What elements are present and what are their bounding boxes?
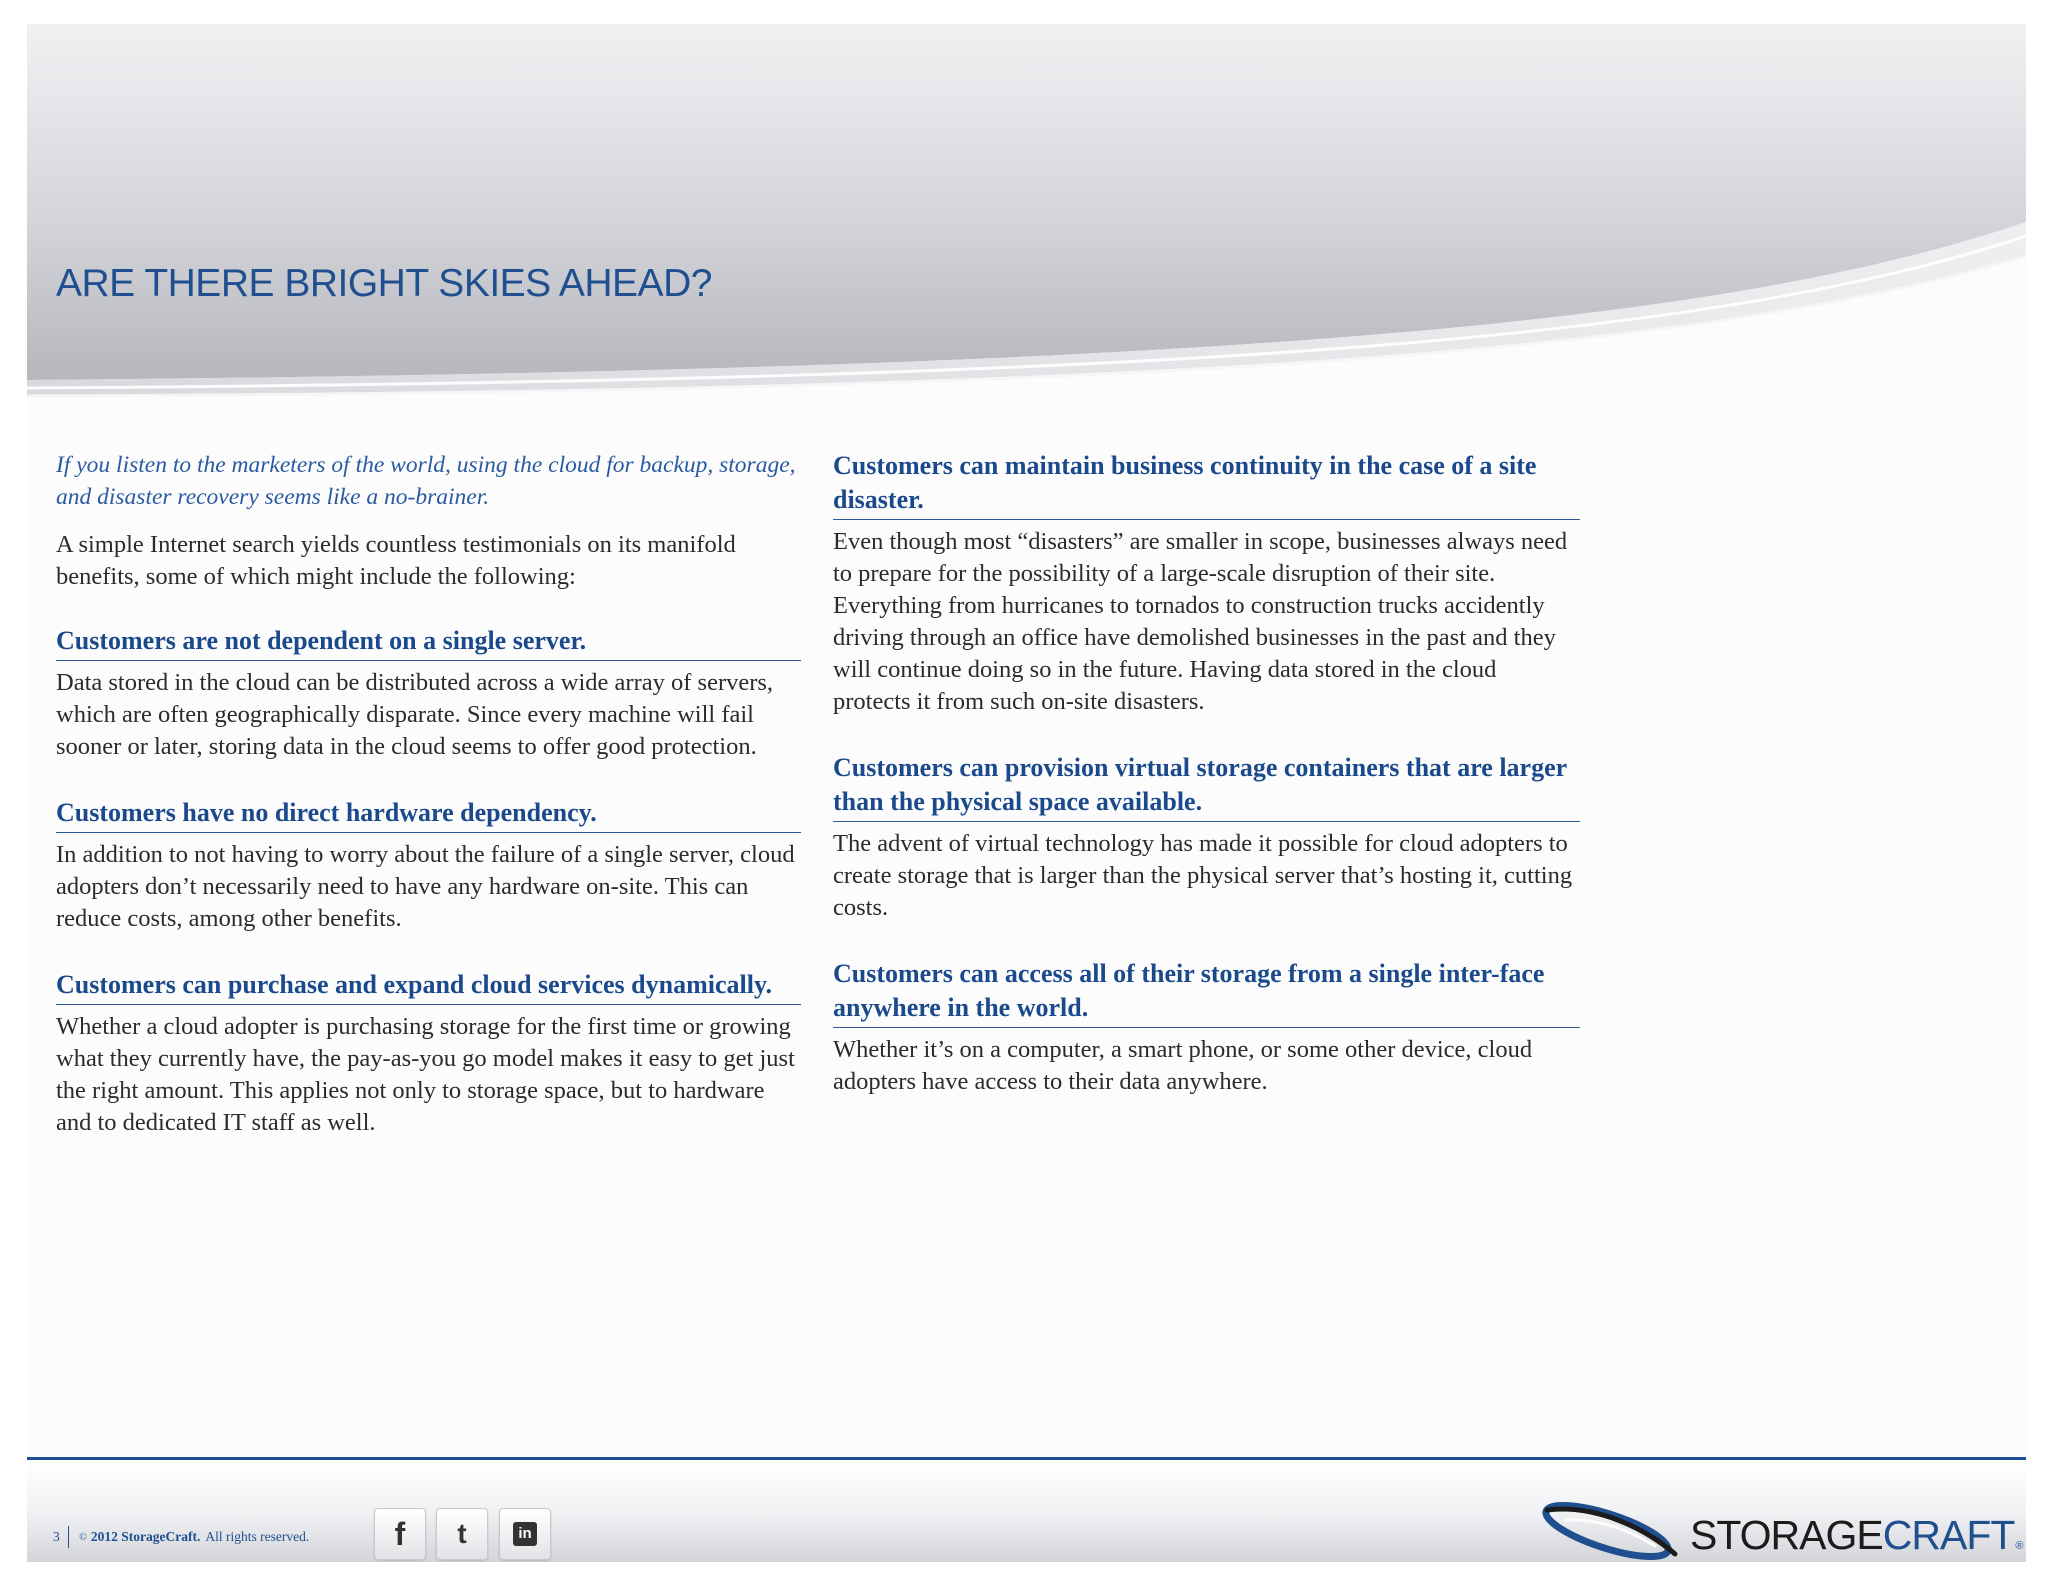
footer-copyright	[53, 1526, 309, 1548]
copyright-symbol: ©	[79, 1531, 87, 1543]
page-title: ARE THERE BRIGHT SKIES AHEAD?	[56, 262, 712, 305]
section-heading: Customers can maintain business continuity in the case of a site disaster.	[833, 449, 1580, 520]
storagecraft-logo	[1535, 1498, 2023, 1562]
header-banner	[27, 24, 2026, 404]
copyright-company: 2012 StorageCraft.	[90, 1529, 201, 1544]
benefit-section	[56, 624, 801, 763]
section-body: Whether a cloud adopter is purchasing storage for the first time or growing what they currently have, the pay-as-you go model makes it easy to get just the right amount. This applies not only to storage space, but to hardware and to dedicated IT staff as well.	[56, 1013, 795, 1136]
logo-swoosh-icon	[1535, 1498, 1685, 1562]
twitter-icon: t	[457, 1518, 467, 1549]
page-number: 3	[53, 1529, 60, 1544]
lead-paragraph: A simple Internet search yields countless testimonials on its manifold benefits, some of which might include the following:	[56, 531, 736, 590]
document-page	[27, 24, 2026, 1562]
copyright-rights: All rights reserved.	[205, 1529, 310, 1544]
section-body: Data stored in the cloud can be distributed across a wide array of servers, which are often geographically disparate. Since every machine will fail sooner or later, storing data in the cloud seems to offer good protection.	[56, 669, 774, 760]
logo-wordmark	[1690, 1512, 2023, 1559]
facebook-button[interactable]	[374, 1508, 426, 1560]
section-heading: Customers can provision virtual storage containers that are larger than the physical space available.	[833, 751, 1580, 822]
linkedin-button[interactable]	[499, 1508, 551, 1560]
benefit-section	[56, 968, 801, 1139]
section-heading: Customers are not dependent on a single server.	[56, 624, 801, 661]
logo-text-craft: CRAFT	[1882, 1512, 2015, 1558]
benefit-section	[833, 449, 1580, 718]
footer-separator	[68, 1526, 70, 1548]
section-body: Even though most “disasters” are smaller in scope, businesses always need to prepare for the possibility of a large-scale disruption of their site. Everything from hurricanes to tornados to construction trucks accidently driving through an office have demolished businesses in the past and they will continue doing so in the future. Having data stored in the cloud protects it from such on-site disasters.	[833, 528, 1568, 715]
intro-text: If you listen to the marketers of the world, using the cloud for backup, storage, and disaster recovery seems like a no-brainer.	[56, 452, 796, 510]
logo-text-storage: STORAGE	[1690, 1512, 1883, 1558]
footer-bar	[27, 1460, 2026, 1562]
benefit-section	[56, 796, 801, 935]
section-body: The advent of virtual technology has made it possible for cloud adopters to create storage that is larger than the physical server that’s hosting it, cutting costs.	[833, 830, 1573, 921]
right-column	[833, 449, 1580, 1098]
section-heading: Customers can access all of their storage from a single inter-face anywhere in the world.	[833, 957, 1580, 1028]
facebook-icon: f	[394, 1515, 406, 1552]
linkedin-icon: in	[513, 1522, 537, 1546]
benefit-section	[833, 751, 1580, 924]
twitter-button[interactable]	[436, 1508, 488, 1560]
left-column	[56, 449, 801, 1139]
section-heading: Customers have no direct hardware dependency.	[56, 796, 801, 833]
section-body: Whether it’s on a computer, a smart phone, or some other device, cloud adopters have access to their data anywhere.	[833, 1036, 1533, 1095]
benefit-section	[833, 957, 1580, 1098]
section-body: In addition to not having to worry about the failure of a single server, cloud adopters don’t necessarily need to have any hardware on-site. This can reduce costs, among other benefits.	[56, 841, 795, 932]
section-heading: Customers can purchase and expand cloud services dynamically.	[56, 968, 801, 1005]
registered-mark: ®	[2015, 1540, 2023, 1552]
